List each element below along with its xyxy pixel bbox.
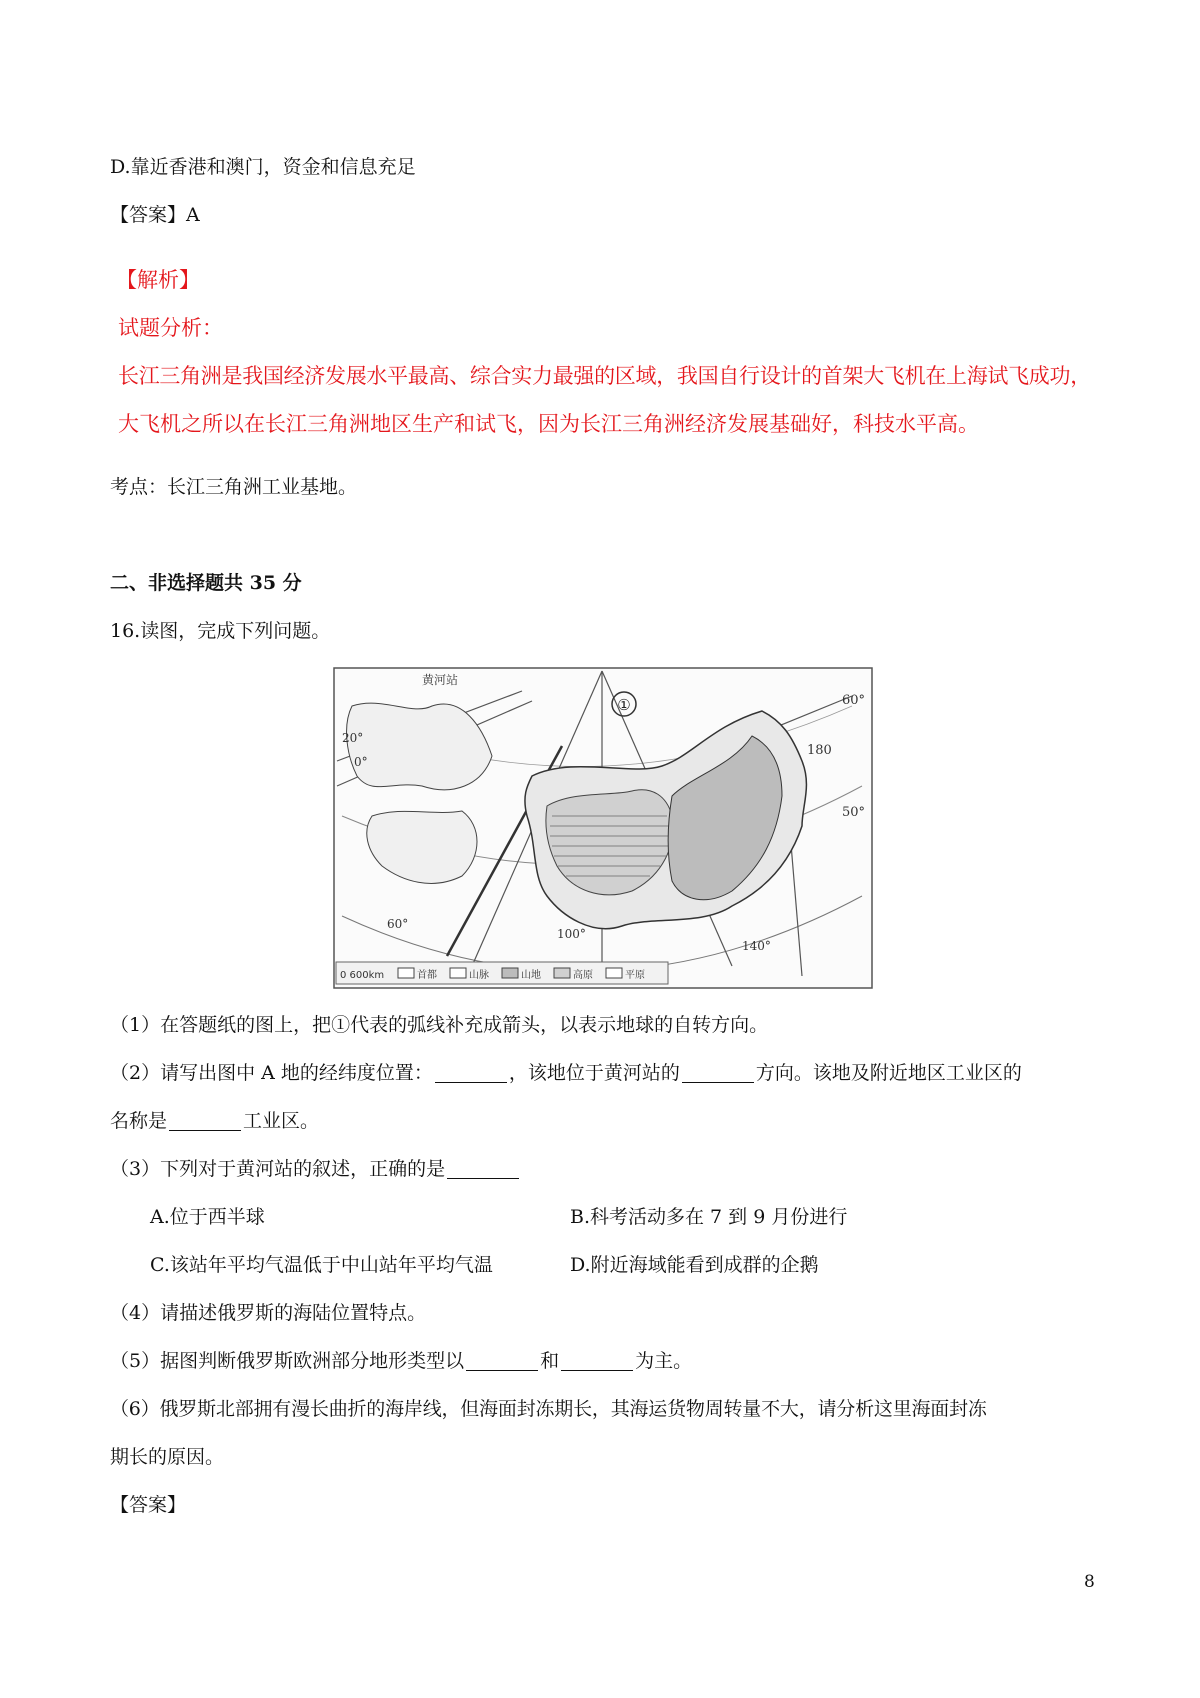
part2-text-b: ，该地位于黄河站的	[508, 1062, 680, 1084]
answer-blank[interactable]	[447, 1159, 519, 1179]
legend-mountain-land: 山地	[521, 970, 541, 981]
answer-blank[interactable]	[682, 1063, 754, 1083]
part2-text-c: 方向。该地及附近地区工业区的	[755, 1062, 1022, 1084]
lon-label-20: 20°	[342, 731, 364, 745]
part2-text-d: 名称是	[110, 1110, 168, 1132]
circle-label: ①	[617, 696, 631, 714]
question-16-stem: 16.读图，完成下列问题。	[110, 620, 331, 642]
part2-text-a: （2）请写出图中 A 地的经纬度位置：	[110, 1062, 433, 1084]
question-16-part-6-line-2: 期长的原因。	[110, 1446, 225, 1468]
analysis-sub: 试题分析：	[118, 316, 223, 340]
question-16-part-5	[110, 1350, 692, 1373]
lon-label-0: 0°	[354, 755, 368, 769]
question-16-part-3	[110, 1158, 521, 1181]
russia-map-figure	[332, 666, 874, 990]
answer-line: 【答案】A	[110, 204, 200, 226]
answer-blank[interactable]	[466, 1351, 538, 1371]
lon-label-100: 100°	[557, 927, 586, 941]
page-number: 8	[1084, 1572, 1095, 1592]
lat-label-50: 50°	[842, 805, 866, 820]
question-16-part-4: （4）请描述俄罗斯的海陆位置特点。	[110, 1302, 427, 1324]
lat-label-60: 60°	[842, 693, 866, 708]
question-16-part-2-line-1	[110, 1062, 1022, 1085]
option-d: D.靠近香港和澳门，资金和信息充足	[110, 156, 416, 178]
answer-blank[interactable]	[169, 1111, 241, 1131]
legend-plateau: 高原	[573, 970, 593, 981]
answer-label: 【答案】	[110, 1494, 187, 1516]
section-title: 二、非选择题共 35 分	[110, 572, 302, 594]
lon-label-140: 140°	[742, 939, 771, 953]
part5-text-a: （5）据图判断俄罗斯欧洲部分地形类型以	[110, 1350, 465, 1372]
part5-text-b: 和	[540, 1350, 560, 1372]
question-16-part-1: （1）在答题纸的图上，把①代表的弧线补充成箭头，以表示地球的自转方向。	[110, 1014, 769, 1036]
station-label: 黄河站	[422, 673, 459, 687]
part3-option-b: B.科考活动多在 7 到 9 月份进行	[570, 1206, 848, 1228]
legend-plain: 平原	[625, 970, 645, 981]
part5-text-c: 为主。	[635, 1350, 693, 1372]
answer-blank[interactable]	[561, 1351, 633, 1371]
part3-text: （3）下列对于黄河站的叙述，正确的是	[110, 1158, 446, 1180]
analysis-header: 【解析】	[116, 268, 200, 292]
lon-label-60: 60°	[387, 917, 409, 931]
question-16-part-2-line-2	[110, 1110, 319, 1133]
legend-scale: 0 600km	[340, 970, 385, 981]
kaodian: 考点：长江三角洲工业基地。	[110, 476, 358, 498]
answer-blank[interactable]	[435, 1063, 507, 1083]
legend-capital: 首都	[417, 970, 437, 981]
legend-mountain-range: 山脉	[469, 970, 489, 981]
part2-text-e: 工业区。	[243, 1110, 320, 1132]
analysis-line-2: 大飞机之所以在长江三角洲地区生产和试飞，因为长江三角洲经济发展基础好，科技水平高。	[118, 412, 979, 436]
lon-label-180: 180	[807, 743, 832, 758]
part3-option-d: D.附近海域能看到成群的企鹅	[570, 1254, 819, 1276]
question-16-part-6-line-1: （6）俄罗斯北部拥有漫长曲折的海岸线，但海面封冻期长，其海运货物周转量不大，请分析这里海面封冻	[110, 1398, 987, 1420]
part3-option-a: A.位于西半球	[150, 1206, 265, 1228]
analysis-line-1: 长江三角洲是我国经济发展水平最高、综合实力最强的区域，我国自行设计的首架大飞机在上海试飞成功，	[118, 364, 1091, 388]
part3-option-c: C.该站年平均气温低于中山站年平均气温	[150, 1254, 493, 1276]
